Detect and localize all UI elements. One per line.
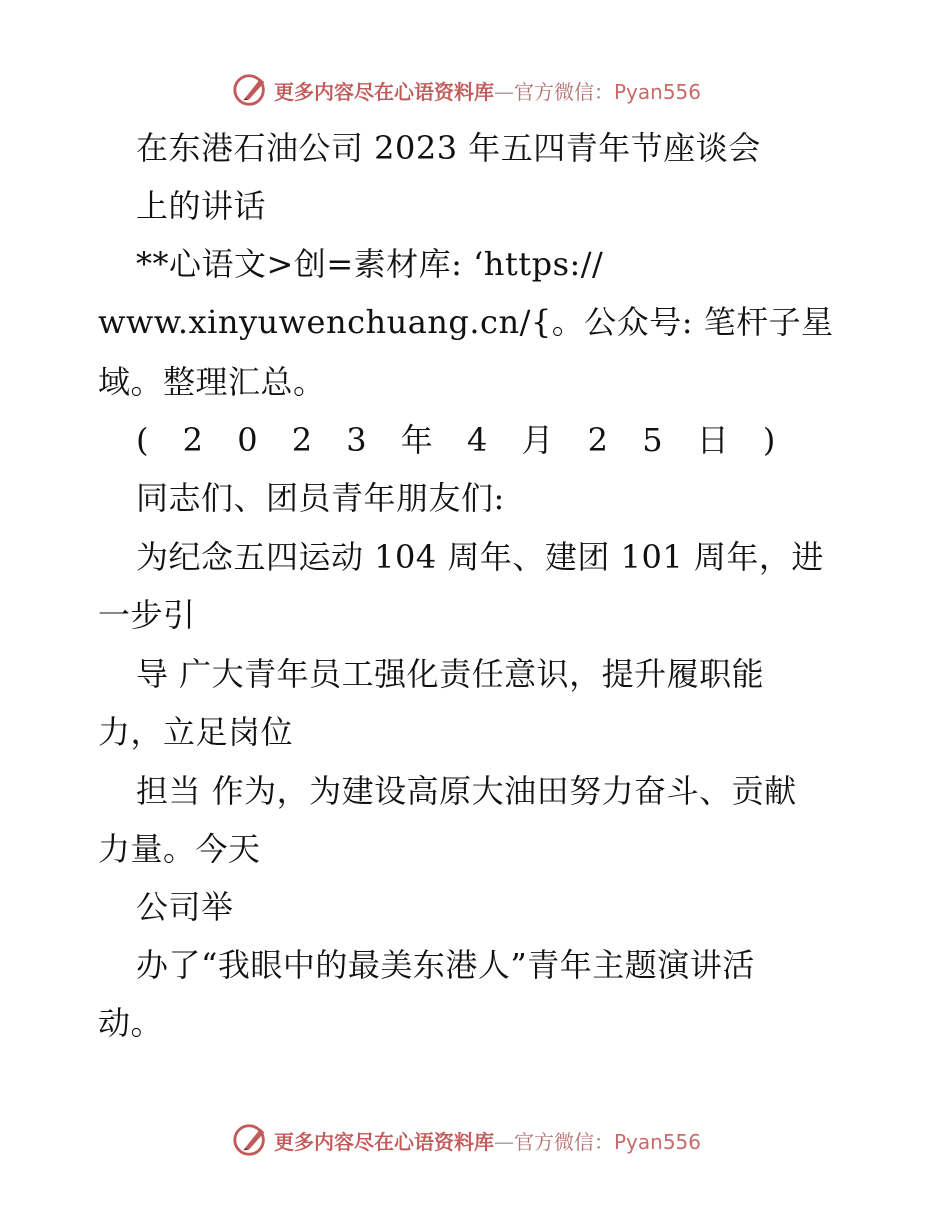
source-line-3: 域。整理汇总。: [98, 363, 326, 401]
banner-label: 官方微信：: [514, 79, 614, 104]
banner-separator: —: [494, 1129, 514, 1154]
paragraph-line: 担当 作为，为建设高原大油田努力奋斗、贡献: [136, 772, 797, 810]
banner-wechat-id: Pyan556: [614, 79, 702, 104]
paragraph-line: 办了“我眼中的最美东港人”青年主题演讲活: [136, 946, 755, 984]
pen-nib-circle-icon: [232, 1121, 270, 1159]
paragraph-line: 公司举: [136, 888, 234, 926]
title-line-1: 在东港石油公司 2023 年五四青年节座谈会: [136, 129, 761, 167]
paragraph-line: 力，立足岗位: [98, 713, 294, 751]
banner-text: [274, 76, 701, 105]
banner-separator: —: [494, 79, 514, 104]
banner-main-text: 更多内容尽在心语资料库: [274, 79, 494, 104]
paragraph-line: 动。: [98, 1004, 164, 1042]
paragraph-line: 导 广大青年员工强化责任意识，提升履职能: [136, 655, 765, 693]
paragraph-line: 为纪念五四运动 104 周年、建团 101 周年，进: [136, 538, 824, 576]
banner-label: 官方微信：: [514, 1129, 614, 1154]
paragraph-line: 力量。今天: [98, 830, 261, 868]
banner-main-text: 更多内容尽在心语资料库: [274, 1129, 494, 1154]
salutation: 同志们、团员青年朋友们:: [136, 479, 505, 517]
banner-wechat-id: Pyan556: [614, 1129, 702, 1154]
paragraph-line: 一步引: [98, 596, 196, 634]
source-line-1: **心语文>创=素材库: ‘https://: [136, 245, 604, 283]
banner-text: [274, 1126, 701, 1155]
pen-nib-circle-icon: [232, 71, 270, 109]
title-line-2: 上的讲话: [136, 187, 267, 225]
source-line-2: www.xinyuwenchuang.cn/{。公众号: 笔杆子星: [98, 303, 834, 341]
footer-banner: [232, 1120, 701, 1160]
header-banner: [232, 70, 701, 110]
date-line: ( 2 0 2 3 年 4 月 2 5 日 ): [136, 421, 788, 459]
